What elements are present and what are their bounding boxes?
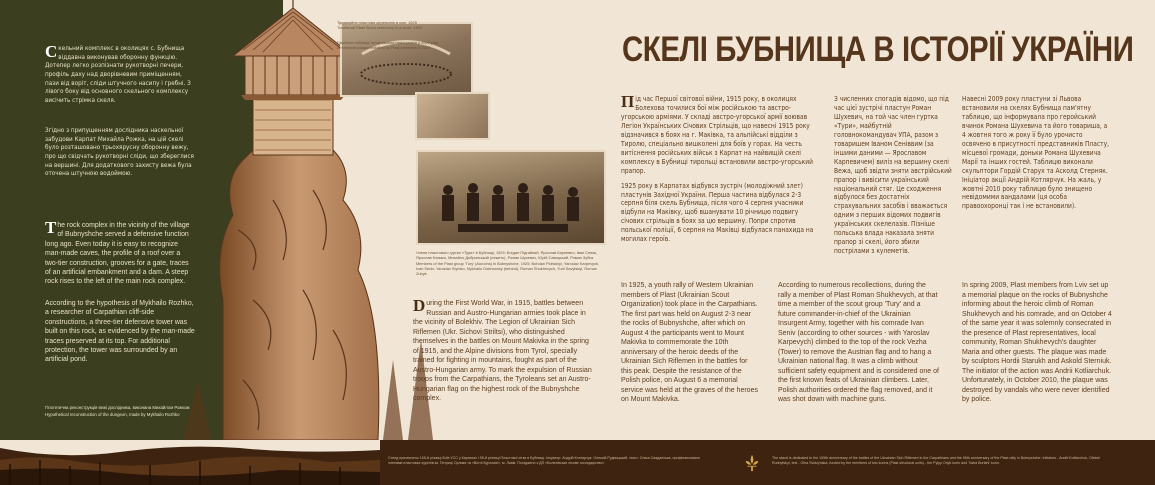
footer xyxy=(0,440,1155,485)
en-column-2: In 1925, a youth rally of Western Ukrainian members of Plast (Ukrainian Scout Organization) took place in the Carpathians. The first part was held on August 2-3 near the rocks of Bubnyshche, after which on August 4 the participants went to Mount Makivka to commemorate the 10th anniversary of the heroic deeds of the Ukrainian Sich Riflemen in the battles for this peak. Despite the resistance of the Polish police, on August 6 a memorial service was held at the graves of the heroes on Mount Makivka. xyxy=(621,282,758,404)
left-ua-text-1: кельний комплекс в околицях с. Бубнища віддавна виконував оборонну функцію. Дотепер легко розпізнати рукотворні печери, профіль даху над дворівневим приміщенням, пази від воріт, сліди штучного насипу і гребні. З лівого боку від основного скельного комплексу висічить стрімка скеля. xyxy=(45,45,191,105)
photo-group xyxy=(416,150,606,245)
ua-column-1 xyxy=(621,92,817,250)
page-title: СКЕЛІ БУБНИЩА В ІСТОРІЇ УКРАЇНИ xyxy=(622,30,1134,69)
en-column-1: During the First World War, in 1915, battles between Russian and Austro-Hungarian armies took place in the vicinity of Bolekhiv. The Legion of Ukrainian Sich Riflemen (Ukr. Sichovi Striltsi), who distinguished themselves in the battles on Mount Makivka in the spring of 1915, and the Alpine divisions from Tyrol, specially trained for fighting in mountains, fought as part of the Austro-Hungarian army. To mark the expulsion of Russian troops from the Carpathians, the Tyroleans set an Austro-Hungarian flag on the highest rock of the Bubnyshche complex. xyxy=(413,296,592,403)
photo-plaque xyxy=(415,92,490,140)
en-col1-text: uring the First World War, in 1915, battles between Russian and Austro-Hungarian armies took place in the vicinity of Bolekhiv. The Legion of Ukrainian Sich Riflemen (Ukr. Sichovi Striltsi), who distinguished themselves in the battles on Mount Makivka in the spring of 1915, and the Alpine divisions from Tyrol, specially trained for fighting in mountains, fought as part of the Austro-Hungarian army. To mark the expulsion of Russian troops from the Carpathians, the Tyroleans set an Austro-Hungarian flag on the highest rock of the Bubnyshche complex. xyxy=(413,300,592,403)
left-en-text-1: he rock complex in the vicinity of the village of Bubnyshche served a defensive function long ago. Even today it is easy to recognize man-made caves, the profile of a roof over a two-tier construction, grooves for a gate, traces of an artificial embankment and a dam. A steep rock rises to the left of the main rock complex. xyxy=(45,222,190,286)
photo-top-caption: Традиційна пластова церемонія в колі, 1925 Traditional Plast Scout ceremony in a circle, 1925 xyxy=(337,20,423,31)
photo-plaque-caption: Пам'ятна таблиця, встановлена пластунами у 2009 році A memorial plaque installed by Plast members in 2009 xyxy=(337,40,439,51)
en-column-3: According to numerous recollections, during the rally a member of Plast Roman Shukhevych, at that time a member of the scout group 'Tury' and a future commander-in-chief of the Ukrainian Insurgent Army, together with his comrade Ivan Seniv (according to other sources - with Yaroslav Karpevych) climbed to the top of the rock Vezha (Tower) to remove the Austrian flag and to hang a Ukrainian national flag. It was a climb without sufficient safety equipment and is considered one of the first known feats of Ukrainian climbers. Later, Polish authorities ordered the flag removed, and it was shot down with machine guns. xyxy=(778,282,939,404)
left-en-paragraph-2: According to the hypothesis of Mykhailo Rozhko, a researcher of Carpathian cliff-side constructions, a three-tier defensive tower was built on this rock, as evidenced by the man-made traces preserved at its top. For additional protection, the tower was surrounded by an artificial pond. xyxy=(45,300,195,364)
left-caption-en: Hypothetical reconstruction of the dungeon, made by Mykhailo Rozhko xyxy=(45,412,180,417)
en-column-4: In spring 2009, Plast members from Lviv set up a memorial plaque on the rocks of Bubnyshche informing about the heroic climb of Roman Shukhevych and his comrade, and on October 4 of the same year it was solemnly consecrated in the presence of Plast representatives, local community, Roman Shukhevych's daughter Maria and other guests. The plaque was made by sculptors Hordii Starukh and Askold Sterniuk. The initiator of the action was Andrii Kotliarchuk. Unfortunately, in October 2010, the plaque was destroyed by vandals who were never identified by police. xyxy=(962,282,1112,404)
ua-column-2: З численних спогадів відомо, що під час цієї зустрічі пластун Роман Шухевич, на той час член гуртка «Тури», майбутній головнокомандувач УПА, разом з товаришем Іваном Сеніввим (за іншими даними — Ярославом Карпевичем) виліз на вершину скелі Вежа, щоб звідти зняти австрійський прапор і вивісити український національний стяг. Це сходження відбулося без достатніх страхувальних засобів і вважається одним з перших відомих подвигів українських скелелазів. Пізніше польська влада наказала зняти прапор зі скелі, його збили пострілами з кулеметів. xyxy=(834,95,952,256)
ua-col1-paragraph-1: Під час Першої світової війни, 1915 року, в околицях Болехова точилися бої між російською та австро-угорською арміями. У складі австро-угорської армії воював Легіон Українських Січових Стрільців, що навесні 1915 року відзначився в боях на г. Маківка, та альпійські відділи з Тиролю, спеціально вишколені для боїв у горах. На честь витіснення російських військ з Карпат на найвищій скелі комплексу в Бубнищі тирольці встановили австро-угорський прапор. xyxy=(621,92,813,175)
ua-col1-text-1: ід час Першої світової війни, 1915 року, в околицях Болехова точилися бої між російською та австро-угорською арміями. У складі австро-угорської армії воював Легіон Українських Січових Стрільців, що навесні 1915 року відзначився в боях на г. Маківка, та альпійські відділи з Тиролю, спеціально вишколені для боїв у горах. На честь витіснення російських військ з Карпат на найвищій скелі комплексу в Бубнищі тирольці встановили австро-угорський прапор. xyxy=(621,95,813,175)
left-ua-paragraph-1: С кельний комплекс в околицях с. Бубнища віддавна виконував оборонну функцію. Дотепер легко розпізнати рукотворні печери, профіль даху над дворівневим приміщенням, пази від воріт, сліди штучного насипу і гребні. З лівого боку від основного скельного комплексу висічить стрімка скеля. xyxy=(45,42,191,105)
ua-column-3: Навесні 2009 року пластуни зі Львова встановили на скелях Бубнища пам'ятну таблицю, що інформувала про геройський вчинок Романа Шухевича та його товариша, а 4 жовтня того ж року її було урочисто освячено в присутності представників Пласту, місцевої громади, доньки Романа Шухевича Марії та інших гостей. Таблицю виконали скульптори Гордій Старух та Асколд Стерняк. Ініціатор акції Андрій Котлярчук. На жаль, у жовтні 2010 року таблицю було знищено невідомими вандалами (ця особа правоохоронці так і не встановили). xyxy=(962,95,1109,211)
footer-landscape xyxy=(0,440,380,485)
footer-text-ua: Стенд присвячено 105-й річниці боїв УСС у Карпатах і 95-й річниці Пластової сітки в Бубнищі. Ініціатор: Андрій Котлярчук. Олексій Рудницький, текст: Ольга Сваданська, профінансовано членами пластових куренів ім. Петриці Орлика та «Вогні Бурхливі», м. Львів. Погоджено з ДП «Болехівське лісове господарство». xyxy=(388,456,700,466)
footer-text-en: The stand is dedicated to the 105th anniversary of the battles of the Ukrainian Sich Riflemen in the Carpathians and the 95th anniversary of the Plast rally in Bubnyshche. Initiators - Andrii Kotliarchuk, Oleksii Rudnytskyi, text - Olha Svidzynska, funded by the members of two kurins (Plast structural units) - the Pylyp Orlyk kurin and 'Vatra Buriahi' kurin. xyxy=(772,456,1100,466)
left-ua-paragraph-2: Згідно з припущенням дослідника наскельної забудови Карпат Михайла Рожка, на цій скелі було розташовано трьохярусну оборонну вежу, про що свідчать рукотворні сліди, що збереглися на вершині. Для додаткового захисту вежа була оточена штучною водоймою. xyxy=(45,127,194,178)
photo-group-caption: Члени пластового гуртка «Тури» в Бубнищі, 1925: Богдан Підгайний, Ярослав Карпевич, Іван Сеняк, Ярослав Климко, Михайло Добрянський (лежить), Роман Шухевич, Юрій Савицький, Роман Зубик Members of the Plast group 'Tury' (Aurochs) in Bubnyshche, 1925: Bohdan Pidhainyi, Yaroslav Karpevych, Ivan Seniv, Yaroslav Klymko, Mykhailo Dobriansky (behind), Roman Shukhevych, Yurii Savytskyi, Roman Zubyk xyxy=(416,250,600,277)
photo-ceremony xyxy=(340,22,473,97)
left-caption-ua: Гіпотетична реконструкція вежі дослідника, виконана Михайлом Рожком xyxy=(45,405,190,410)
plast-lily-icon xyxy=(743,454,761,472)
ua-col1-paragraph-2: 1925 року в Карпатах відбувся зустріч (молодіжний злет) пластунів Західної України. Перша частина відбулася 2-3 серпня біля скель Бубнища, після чого 4 серпня учасники відбули на Маківку, щоб вшанувати 10 річницю подвигу січових стрільців в боях за цю вершину. Попри спротив польської поліції, 6 серпня на Маківці відбулася панахида на могилах героїв. xyxy=(621,181,814,244)
left-en-paragraph-1: The rock complex in the vicinity of the village of Bubnyshche served a defensive function long ago. Even today it is easy to recognize man-made caves, the profile of a roof over a two-tier construction, grooves for a gate, traces of an artificial embankment and a dam. A steep rock rises to the left of the main rock complex. xyxy=(45,218,190,286)
